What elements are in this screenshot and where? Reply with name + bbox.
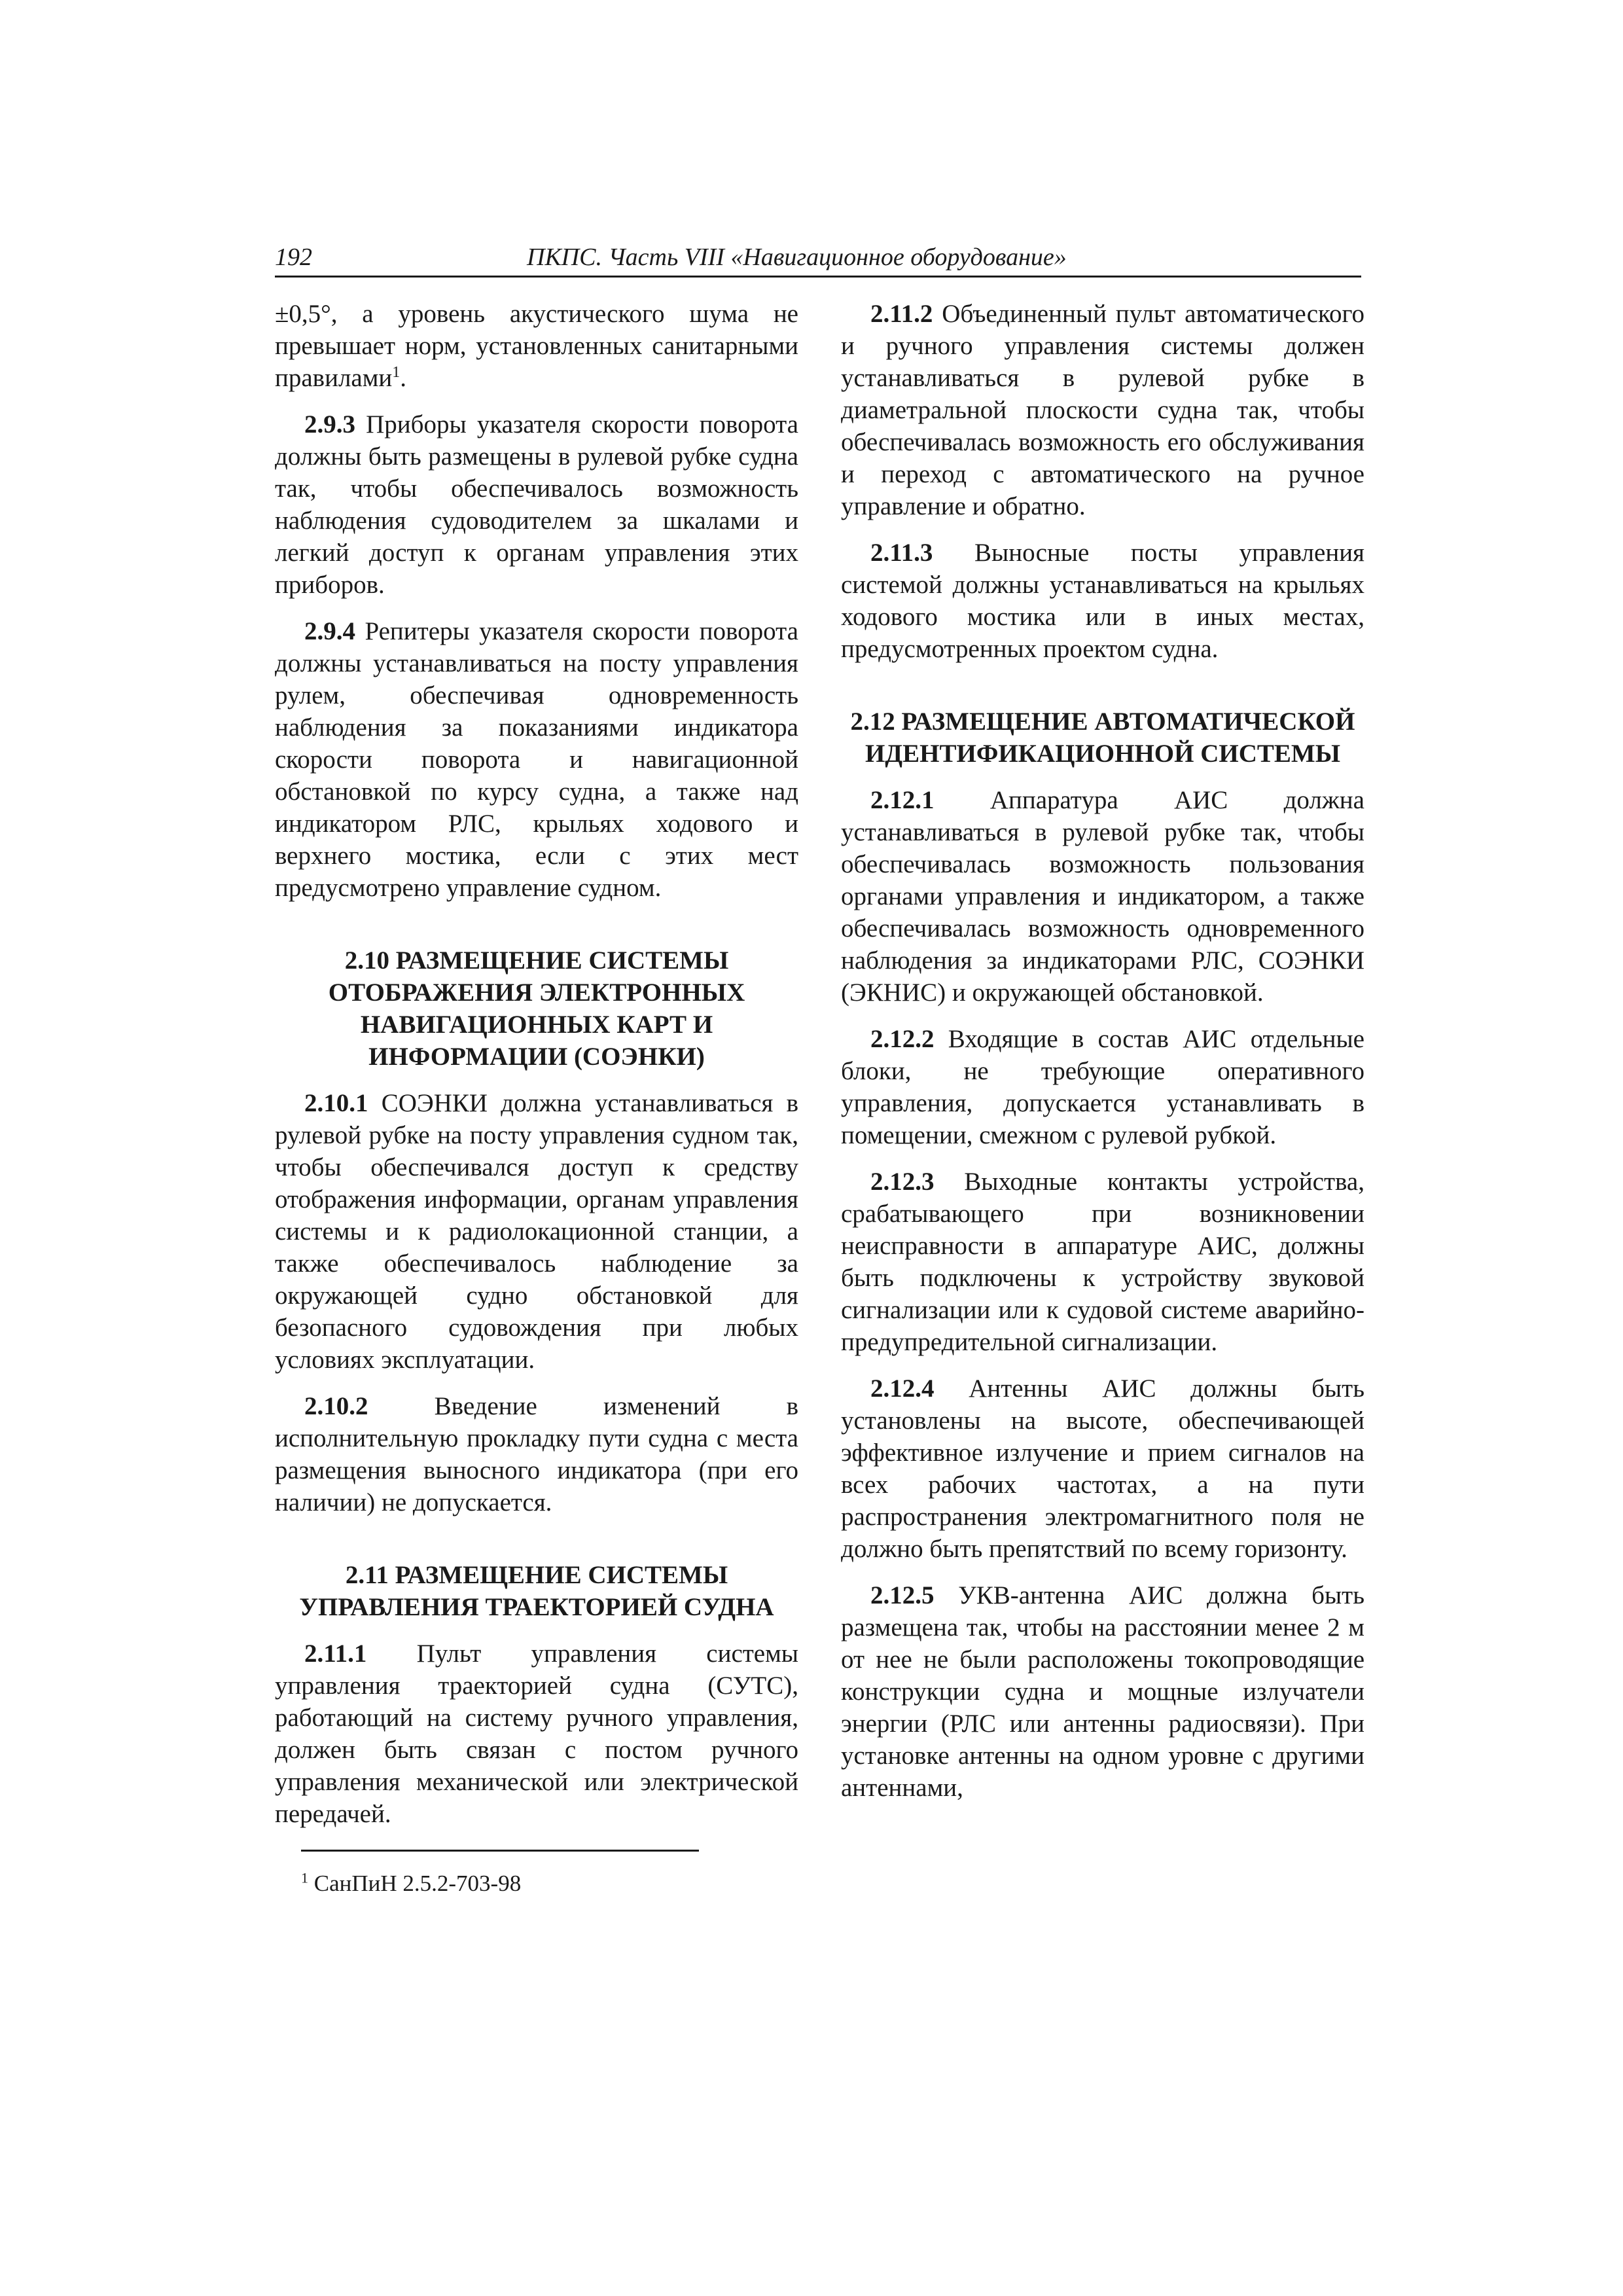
- clause-text: Репитеры указателя скорости поворота должны устанавливаться на посту управления рулем, обеспечивая одновременность наблюдения за показаниями индикатора скорости поворота и навигационной обстановкой по курсу судна, а также над индикатором РЛС, крыльях ходового и верхнего мостика, если с этих мест предусмотрено управление судном.: [275, 617, 798, 902]
- paragraph-continued: [275, 298, 798, 394]
- right-column: [841, 298, 1364, 1818]
- clause-number: 2.11.2: [870, 300, 933, 328]
- clause-number: 2.12.4: [870, 1374, 935, 1403]
- footnote-text: СанПиН 2.5.2-703-98: [308, 1871, 522, 1896]
- paragraph-text-end: .: [400, 364, 407, 392]
- left-column: [275, 298, 798, 1844]
- paragraph-2-10-1: [275, 1087, 798, 1376]
- clause-number: 2.11.3: [870, 539, 933, 567]
- paragraph-2-11-3: [841, 537, 1364, 665]
- paragraph-2-12-2: [841, 1023, 1364, 1151]
- paragraph-2-12-1: [841, 784, 1364, 1009]
- paragraph-2-11-2: [841, 298, 1364, 522]
- clause-number: 2.10.1: [304, 1089, 368, 1117]
- footnote-ref: 1: [392, 364, 401, 381]
- clause-text: Выносные посты управления системой должны устанавливаться на крыльях ходового мостика или в иных местах, предусмотренных проектом судна.: [841, 539, 1364, 663]
- clause-text: Приборы указателя скорости поворота должны быть размещены в рулевой рубке судна так, чтобы обеспечивалось возможность наблюдения судоводителем за шкалами и легкий доступ к органам управления этих приборов.: [275, 410, 798, 599]
- paragraph-2-11-1: [275, 1638, 798, 1830]
- clause-number: 2.11.1: [304, 1640, 367, 1668]
- clause-number: 2.10.2: [304, 1392, 368, 1420]
- paragraph-text: ±0,5°, а уровень акустического шума не превышает норм, установленных санитарными правилами: [275, 300, 798, 392]
- paragraph-2-12-3: [841, 1166, 1364, 1358]
- clause-text: Антенны АИС должны быть установлены на высоте, обеспечивающей эффективное излучение и прием сигналов на всех рабочих частотах, а на пути распространения электромагнитного поля не должно быть препятствий по всему горизонту.: [841, 1374, 1364, 1563]
- clause-number: 2.9.4: [304, 617, 355, 645]
- clause-number: 2.12.5: [870, 1581, 935, 1609]
- clause-number: 2.12.2: [870, 1025, 935, 1053]
- section-heading-2-12: 2.12 РАЗМЕЩЕНИЕ АВТОМАТИЧЕСКОЙ ИДЕНТИФИКАЦИОННОЙ СИСТЕМЫ: [850, 708, 1355, 768]
- clause-text: Аппаратура АИС должна устанавливаться в рулевой рубке так, чтобы обеспечивалась возможность пользования органами управления и индикатором, а также обеспечивалась возможность одновременного наблюдения за индикаторами РЛС, СОЭНКИ (ЭКНИС) и окружающей обстановкой.: [841, 786, 1364, 1007]
- footnote-divider: [301, 1850, 699, 1852]
- paragraph-2-12-5: [841, 1579, 1364, 1804]
- section-heading-2-10: 2.10 РАЗМЕЩЕНИЕ СИСТЕМЫ ОТОБРАЖЕНИЯ ЭЛЕКТРОННЫХ НАВИГАЦИОННЫХ КАРТ И ИНФОРМАЦИИ (СОЭНКИ): [328, 946, 745, 1071]
- clause-number: 2.9.3: [304, 410, 355, 439]
- paragraph-2-12-4: [841, 1372, 1364, 1565]
- section-heading-2-11: 2.11 РАЗМЕЩЕНИЕ СИСТЕМЫ УПРАВЛЕНИЯ ТРАЕКТОРИЕЙ СУДНА: [299, 1561, 774, 1621]
- paragraph-2-9-4: [275, 615, 798, 904]
- footnote-mark: 1: [301, 1869, 308, 1886]
- running-header: [275, 239, 1361, 278]
- clause-text: Выходные контакты устройства, срабатывающего при возникновении неисправности в аппаратуре АИС, должны быть подключены к устройству звуковой сигнализации или к судовой системе аварийно-предупредительной сигнализации.: [841, 1168, 1364, 1356]
- clause-number: 2.12.1: [870, 786, 935, 814]
- running-title: ПКПС. Часть VIII «Навигационное оборудование»: [527, 243, 1067, 271]
- paragraph-2-10-2: [275, 1390, 798, 1518]
- footnote: [301, 1869, 798, 1898]
- paragraph-2-9-3: [275, 408, 798, 601]
- clause-text: Входящие в состав АИС отдельные блоки, не требующие оперативного управления, допускается устанавливать в помещении, смежном с рулевой рубкой.: [841, 1025, 1364, 1149]
- clause-number: 2.12.3: [870, 1168, 935, 1196]
- clause-text: СОЭНКИ должна устанавливаться в рулевой рубке на посту управления судном так, чтобы обеспечивался доступ к средству отображения информации, органам управления системы и к радиолокационной станции, а также обеспечивалось наблюдение за окружающей судно обстановкой для безопасного судовождения при любых условиях эксплуатации.: [275, 1089, 798, 1374]
- page-number: 192: [275, 243, 312, 271]
- clause-text: Введение изменений в исполнительную прокладку пути судна с места размещения выносного индикатора (при его наличии) не допускается.: [275, 1392, 798, 1516]
- clause-text: УКВ-антенна АИС должна быть размещена так, чтобы на расстоянии менее 2 м от нее не были расположены токопроводящие конструкции судна и мощные излучатели энергии (РЛС или антенны радиосвязи). При установке антенны на одном уровне с другими антеннами,: [841, 1581, 1364, 1802]
- clause-text: Объединенный пульт автоматического и ручного управления системы должен устанавливаться в рулевой рубке в диаметральной плоскости судна так, чтобы обеспечивалась возможность его обслуживания и переход с автоматического на ручное управление и обратно.: [841, 300, 1364, 520]
- clause-text: Пульт управления системы управления траекторией судна (СУТС), работающий на систему ручного управления, должен быть связан с постом ручного управления механической или электрической передачей.: [275, 1640, 798, 1828]
